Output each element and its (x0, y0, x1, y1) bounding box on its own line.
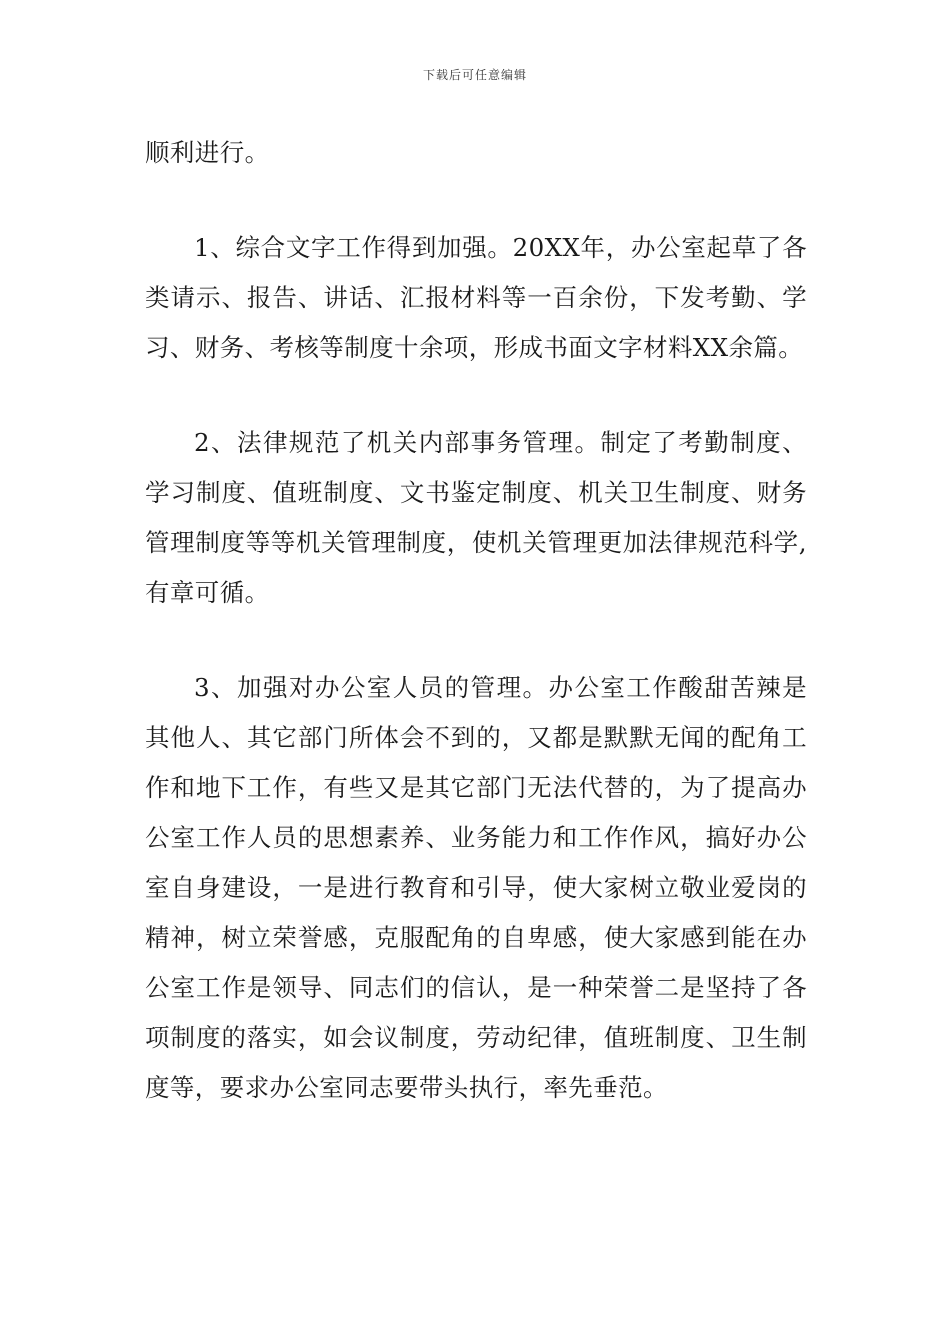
header-note: 下载后可任意编辑 (422, 68, 527, 82)
paragraph-item-2: 2、法律规范了机关内部事务管理。制定了考勤制度、学习制度、值班制度、文书鉴定制度、机关卫生制度、财务管理制度等等机关管理制度，使机关管理更加法律规范科学,有章可循。 (145, 428, 807, 607)
opening-line: 顺利进行。 (145, 138, 270, 167)
document-body (145, 128, 807, 1158)
paragraph-item-3: 3、加强对办公室人员的管理。办公室工作酸甜苦辣是其他人、其它部门所体会不到的，又都是默默无闻的配角工作和地下工作，有些又是其它部门无法代替的，为了提高办公室工作人员的思想素养、业务能力和工作作风，搞好办公室自身建设，一是进行教育和引导，使大家树立敬业爱岗的精神，树立荣誉感，克服配角的自卑感，使大家感到能在办公室工作是领导、同志们的信认，是一种荣誉二是坚持了各项制度的落实，如会议制度，劳动纪律，值班制度、卫生制度等，要求办公室同志要带头执行，率先垂范。 (145, 673, 807, 1102)
paragraph-item-1: 1、综合文字工作得到加强。20XX年，办公室起草了各类请示、报告、讲话、汇报材料等一百余份，下发考勤、学习、财务、考核等制度十余项，形成书面文字材料XX余篇。 (145, 233, 807, 362)
